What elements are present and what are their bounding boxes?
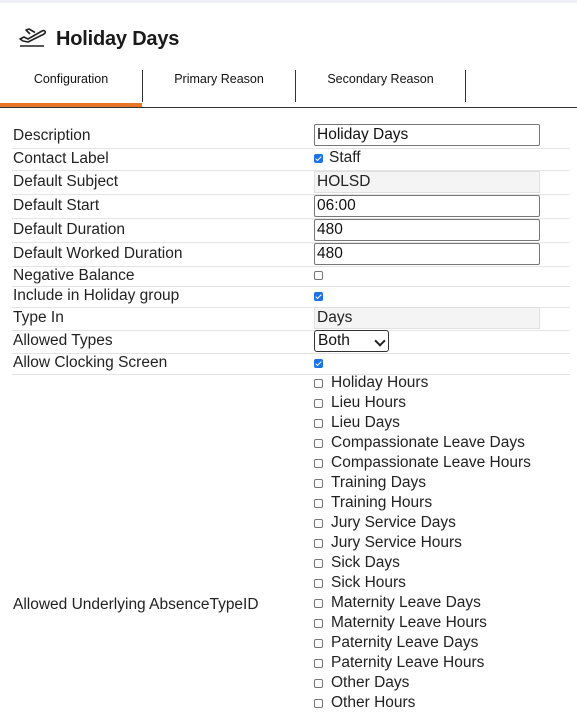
default-worked-duration-label: Default Worked Duration [13,245,183,262]
allow-clocking-screen-value [314,355,323,373]
tab-primary-reason[interactable] [143,64,295,107]
option-checkbox[interactable] [314,639,323,648]
allowed-types-label: Allowed Types [13,332,113,349]
option-checkbox[interactable] [314,379,323,388]
underlying-option-sick-hours [314,574,406,594]
option-label: Training Hours [331,494,433,511]
tab-label: Secondary Reason [327,72,434,86]
option-checkbox[interactable] [314,579,323,588]
row-negative-balance [12,266,570,287]
underlying-option-maternity-leave-hours [314,614,487,634]
option-checkbox[interactable] [314,499,323,508]
option-checkbox[interactable] [314,699,323,708]
tab-label: Primary Reason [174,72,264,86]
tab-label: Configuration [33,72,109,86]
allowed-types-selected: Both [318,332,350,349]
contact-label-label: Contact Label [13,150,109,167]
option-label: Holiday Hours [331,374,429,391]
underlying-option-sick-days [314,554,400,574]
default-start-label: Default Start [13,197,100,214]
include-holiday-group-checkbox[interactable] [314,292,323,301]
option-checkbox[interactable] [314,559,323,568]
option-label: Maternity Leave Hours [331,614,487,631]
row-default-subject [12,170,570,195]
option-label: Paternity Leave Days [331,634,479,651]
underlying-option-other-hours [314,694,415,714]
staff-checkbox-label: Staff [329,149,361,166]
option-checkbox[interactable] [314,539,323,548]
underlying-option-maternity-leave-days [314,594,481,614]
include-holiday-group-label: Include in Holiday group [13,287,180,304]
underlying-option-paternity-leave-days [314,634,478,654]
option-label: Other Days [331,674,410,691]
option-label: Training Days [331,474,427,491]
description-label: Description [13,127,91,144]
option-checkbox[interactable] [314,659,323,668]
option-label: Compassionate Leave Days [331,434,525,451]
option-label: Sick Hours [331,574,406,591]
option-label: Jury Service Hours [331,534,462,551]
default-start-input[interactable]: 06:00 [314,195,540,217]
row-default-start [12,194,570,219]
underlying-option-lieu-hours [314,394,406,414]
page-title: Holiday Days [56,27,180,50]
page-header [16,24,179,54]
row-contact-label [12,148,570,171]
negative-balance-checkbox[interactable] [314,271,323,280]
underlying-option-training-days [314,474,426,494]
default-duration-label: Default Duration [13,221,126,238]
option-label: Jury Service Days [331,514,456,531]
option-label: Lieu Hours [331,394,406,411]
option-label: Other Hours [331,694,416,711]
row-include-holiday-group [12,286,570,308]
underlying-option-jury-service-hours [314,534,462,554]
staff-checkbox[interactable] [314,154,323,163]
description-input[interactable]: Holiday Days [314,124,540,146]
underlying-option-compassionate-leave-hours [314,454,531,474]
underlying-option-lieu-days [314,414,400,434]
negative-balance-label: Negative Balance [13,267,135,284]
option-label: Compassionate Leave Hours [331,454,531,471]
option-checkbox[interactable] [314,519,323,528]
allowed-types-select[interactable] [314,330,389,352]
option-label: Paternity Leave Hours [331,654,485,671]
chevron-down-icon [374,335,385,346]
option-checkbox[interactable] [314,619,323,628]
tab-configuration[interactable] [0,64,142,107]
row-description [12,124,570,149]
default-subject-value: HOLSD [314,171,540,193]
underlying-option-other-days [314,674,409,694]
row-allowed-underlying [12,374,570,719]
row-allow-clocking-screen [12,353,570,375]
tab-secondary-reason[interactable] [296,64,465,107]
default-duration-input[interactable]: 480 [314,219,540,241]
allow-clocking-screen-label: Allow Clocking Screen [13,354,168,371]
type-in-label: Type In [13,309,64,326]
option-checkbox[interactable] [314,419,323,428]
airplane-takeoff-icon [16,25,48,54]
option-checkbox[interactable] [314,679,323,688]
option-label: Sick Days [331,554,400,571]
row-default-duration [12,218,570,243]
allow-clocking-screen-checkbox[interactable] [314,359,323,368]
default-worked-duration-input[interactable]: 480 [314,243,540,265]
include-holiday-group-value [314,288,323,306]
underlying-option-paternity-leave-hours [314,654,484,674]
option-checkbox[interactable] [314,439,323,448]
underlying-option-training-hours [314,494,432,514]
underlying-option-jury-service-days [314,514,456,534]
tab-bar [0,64,577,108]
underlying-option-compassionate-leave-days [314,434,525,454]
option-checkbox[interactable] [314,599,323,608]
allowed-underlying-label: Allowed Underlying AbsenceTypeID [13,596,259,613]
top-strip [0,0,577,3]
row-type-in [12,307,570,331]
tab-divider [465,70,466,102]
contact-label-value [314,149,361,167]
type-in-value: Days [314,307,540,329]
underlying-option-holiday-hours [314,374,428,394]
option-label: Lieu Days [331,414,400,431]
negative-balance-value [314,267,323,285]
default-subject-label: Default Subject [13,173,119,190]
option-checkbox[interactable] [314,479,323,488]
row-default-worked-duration [12,242,570,267]
row-allowed-types [12,330,570,354]
option-checkbox[interactable] [314,459,323,468]
option-checkbox[interactable] [314,399,323,408]
option-label: Maternity Leave Days [331,594,481,611]
